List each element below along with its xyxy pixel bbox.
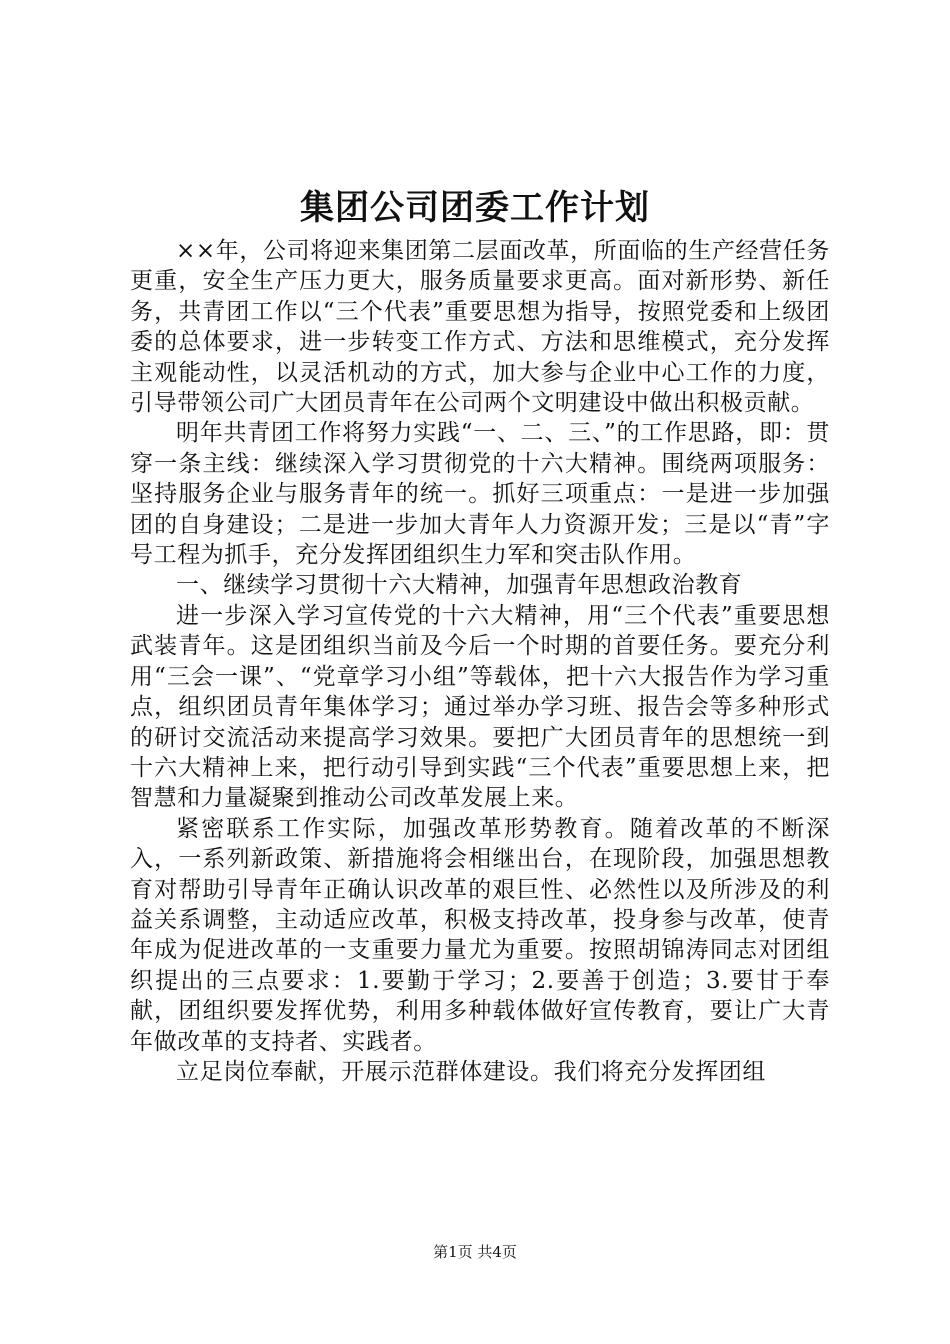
paragraph: ××年，公司将迎来集团第二层面改革，所面临的生产经营任务更重，安全生产压力更大，服务质量要求更高。面对新形势、新任务，共青团工作以“三个代表”重要思想为指导，按照党委和上级团委的总体要求，进一步转变工作方式、方法和思维模式，充分发挥主观能动性，以灵活机动的方式，加大参与企业中心工作的力度，引导带领公司广大团员青年在公司两个文明建设中做出积极贡献。 <box>130 238 830 417</box>
paragraph: 立足岗位奉献，开展示范群体建设。我们将充分发挥团组 <box>176 1058 766 1085</box>
section-heading: 一、继续学习贯彻十六大精神，加强青年思想政治教育 <box>176 572 743 599</box>
document-title: 集团公司团委工作计划 <box>300 188 650 228</box>
paragraph: 明年共青团工作将努力实践“一、二、三、”的工作思路，即：贯穿一条主线：继续深入学习贯彻党的十六大精神。围绕两项服务：坚持服务企业与服务青年的统一。抓好三项重点：一是进一步加强团的自身建设；二是进一步加大青年人力资源开发；三是以“青”字号工程为抓手，充分发挥团组织生力军和突击队作用。 <box>130 420 830 569</box>
page-footer: 第1页 共4页 <box>433 1243 517 1261</box>
document-body <box>130 236 830 1087</box>
paragraph: 紧密联系工作实际，加强改革形势教育。随着改革的不断深入，一系列新政策、新措施将会相继出台，在现阶段，加强思想教育对帮助引导青年正确认识改革的艰巨性、必然性以及所涉及的利益关系调整，主动适应改革，积极支持改革，投身参与改革，使青年成为促进改革的一支重要力量尤为重要。按照胡锦涛同志对团组织提出的三点要求：1.要勤于学习；2.要善于创造；3.要甘于奉献，团组织要发挥优势，利用多种载体做好宣传教育，要让广大青年做改革的支持者、实践者。 <box>130 815 830 1055</box>
paragraph: 进一步深入学习宣传党的十六大精神，用“三个代表”重要思想武装青年。这是团组织当前及今后一个时期的首要任务。要充分利用“三会一课”、“党章学习小组”等载体，把十六大报告作为学习重点，组织团员青年集体学习；通过举办学习班、报告会等多种形式的研讨交流活动来提高学习效果。要把广大团员青年的思想统一到十六大精神上来，把行动引导到实践“三个代表”重要思想上来，把智慧和力量凝聚到推动公司改革发展上来。 <box>130 602 830 812</box>
